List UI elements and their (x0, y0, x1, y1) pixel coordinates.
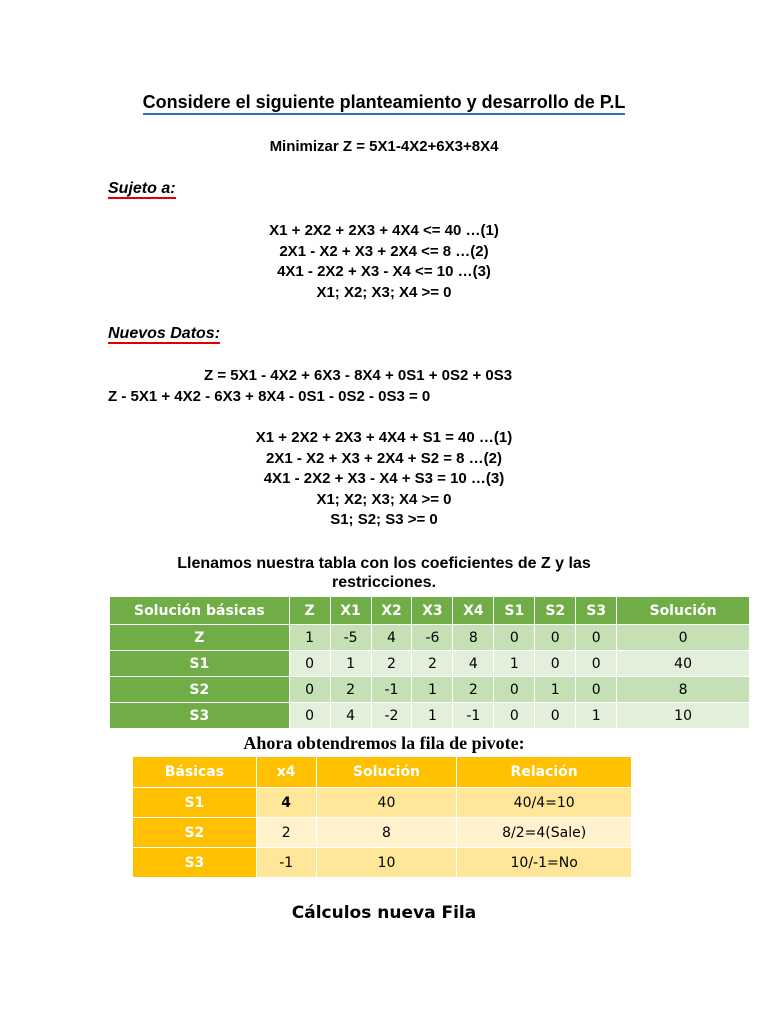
table-cell: 2 (371, 651, 412, 677)
table-cell: 0 (576, 677, 617, 703)
header-cell: X4 (453, 597, 494, 625)
table-cell: 2 (412, 651, 453, 677)
table-intro (0, 554, 768, 592)
table-cell: -6 (412, 625, 453, 651)
table-cell: 0 (289, 677, 330, 703)
table-cell: 40/4=10 (457, 788, 632, 818)
header-cell: Relación (457, 757, 632, 788)
non-negativity: X1; X2; X3; X4 >= 0 (316, 283, 452, 301)
table-cell: 1 (330, 651, 371, 677)
table-cell: 2 (330, 677, 371, 703)
table-cell: 0 (289, 651, 330, 677)
table-row (110, 651, 750, 677)
table-cell: 1 (494, 651, 535, 677)
table-cell: 8/2=4(Sale) (457, 818, 632, 848)
row-header: S2 (133, 818, 257, 848)
row-header: Z (110, 625, 290, 651)
constraints-block (0, 221, 768, 303)
non-negativity-x: X1; X2; X3; X4 >= 0 (316, 490, 452, 508)
constraint-3: 4X1 - 2X2 + X3 - X4 <= 10 …(3) (277, 263, 491, 280)
row-header: S3 (110, 703, 290, 729)
row-header: S1 (133, 788, 257, 818)
new-constraints-block (0, 428, 768, 531)
pivot-header-row (133, 757, 632, 788)
header-cell: S3 (576, 597, 617, 625)
row-header: S1 (110, 651, 290, 677)
table-intro-line-2: restricciones. (331, 574, 437, 591)
table-cell: 10 (316, 848, 457, 878)
row-header: S3 (133, 848, 257, 878)
subject-to-label: Sujeto a: (108, 180, 176, 197)
header-cell: Solución (617, 597, 750, 625)
header-cell: X3 (412, 597, 453, 625)
table-cell: 40 (617, 651, 750, 677)
simplex-header-row (110, 597, 750, 625)
table-cell: -1 (256, 848, 316, 878)
table-cell: 0 (535, 651, 576, 677)
table-cell: -1 (371, 677, 412, 703)
table-cell: 1 (289, 625, 330, 651)
table-cell: 8 (316, 818, 457, 848)
table-cell: 0 (535, 625, 576, 651)
header-cell: x4 (256, 757, 316, 788)
table-row (133, 848, 632, 878)
table-row (110, 703, 750, 729)
table-cell: 8 (617, 677, 750, 703)
new-constraint-2: 2X1 - X2 + X3 + 2X4 + S2 = 8 …(2) (266, 449, 502, 467)
header-cell: S1 (494, 597, 535, 625)
table-row (133, 788, 632, 818)
table-cell: 0 (617, 625, 750, 651)
section-heading-new-row: Cálculos nueva Fila (291, 903, 477, 923)
header-cell: Solución básicas (110, 597, 290, 625)
table-cell: 40 (316, 788, 457, 818)
table-cell: 4 (371, 625, 412, 651)
pivot-element-cell: 4 (256, 788, 316, 818)
table-intro-line-1: Llenamos nuestra tabla con los coeficientes de Z y las (177, 555, 591, 572)
table-cell: 2 (256, 818, 316, 848)
table-cell: 10 (617, 703, 750, 729)
constraint-1: X1 + 2X2 + 2X3 + 4X4 <= 40 …(1) (269, 222, 499, 239)
new-constraint-3: 4X1 - 2X2 + X3 - X4 + S3 = 10 …(3) (263, 470, 505, 487)
table-cell: -2 (371, 703, 412, 729)
new-data-label: Nuevos Datos: (108, 325, 221, 342)
table-cell: 10/-1=No (457, 848, 632, 878)
table-cell: 0 (494, 703, 535, 729)
header-cell: Solución (316, 757, 457, 788)
table-cell: 0 (289, 703, 330, 729)
non-negativity-s: S1; S2; S3 >= 0 (330, 511, 438, 528)
header-cell: Z (289, 597, 330, 625)
header-cell: Básicas (133, 757, 257, 788)
z-equation: Z = 5X1 - 4X2 + 6X3 - 8X4 + 0S1 + 0S2 + 0S3 (204, 367, 513, 384)
page-title: Considere el siguiente planteamiento y desarrollo de P.L (0, 92, 768, 113)
objective-function: Minimizar Z = 5X1-4X2+6X3+8X4 (269, 138, 499, 155)
table-cell: 1 (412, 677, 453, 703)
header-cell: X2 (371, 597, 412, 625)
table-cell: 4 (453, 651, 494, 677)
table-cell: 4 (330, 703, 371, 729)
row-header: S2 (110, 677, 290, 703)
pivot-heading: Ahora obtendremos la fila de pivote: (243, 733, 525, 753)
table-cell: 1 (412, 703, 453, 729)
table-cell: 0 (576, 651, 617, 677)
header-cell: X1 (330, 597, 371, 625)
table-cell: -1 (453, 703, 494, 729)
simplex-table (109, 596, 750, 729)
table-cell: 0 (494, 677, 535, 703)
z-equation-rearranged: Z - 5X1 + 4X2 - 6X3 + 8X4 - 0S1 - 0S2 - 0S3 = 0 (108, 388, 431, 405)
pivot-table (132, 756, 632, 878)
table-cell: 0 (576, 625, 617, 651)
table-row (110, 677, 750, 703)
table-cell: 0 (535, 703, 576, 729)
table-cell: 8 (453, 625, 494, 651)
header-cell: S2 (535, 597, 576, 625)
new-constraint-1: X1 + 2X2 + 2X3 + 4X4 + S1 = 40 …(1) (255, 429, 513, 446)
constraint-2: 2X1 - X2 + X3 + 2X4 <= 8 …(2) (279, 242, 489, 260)
table-row (133, 818, 632, 848)
table-cell: 1 (535, 677, 576, 703)
table-cell: -5 (330, 625, 371, 651)
table-cell: 1 (576, 703, 617, 729)
table-row (110, 625, 750, 651)
table-cell: 0 (494, 625, 535, 651)
table-cell: 2 (453, 677, 494, 703)
